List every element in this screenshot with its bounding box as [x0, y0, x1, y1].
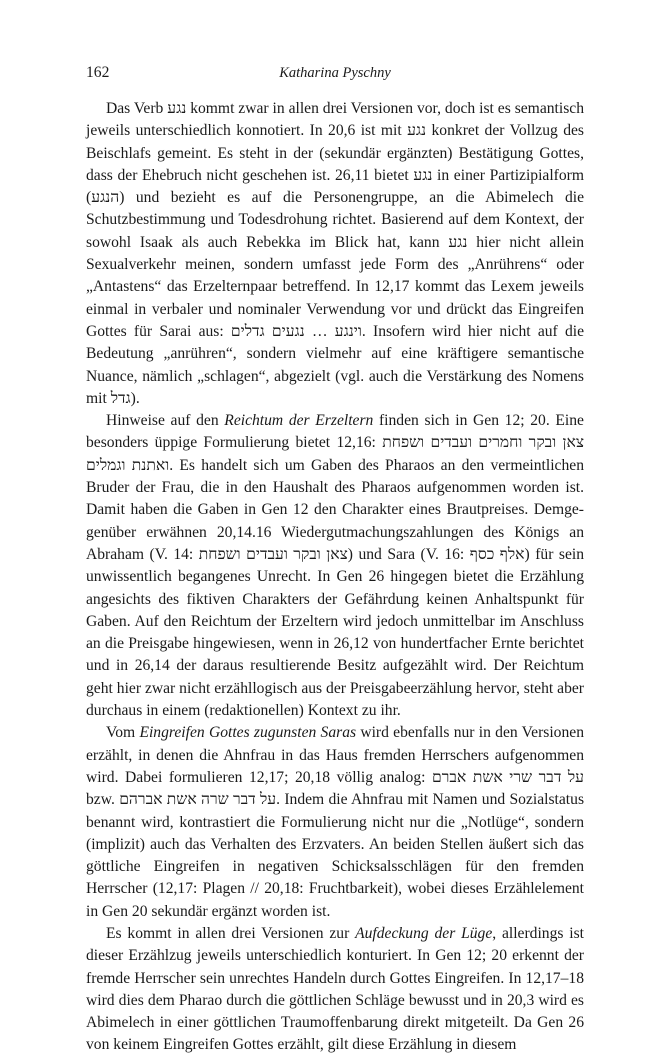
page-header: [86, 62, 584, 84]
text-run: Hinweise auf den: [106, 412, 225, 430]
italic-phrase: Eingreifen Gottes zugunsten Saras: [139, 724, 357, 742]
running-head: Katharina Pyschny: [279, 65, 391, 81]
paragraph: [86, 410, 584, 722]
text-run: wird ebenfalls nur in den Versionen erzählt, in denen die Ahnfrau in das Haus fremden Herrschers aufgenommen wird. Dabei formulieren 12,17; 20,18 völlig analog: על דבר שרי אשת אברם bzw. על דבר שרה אשת אברהם. Indem die Ahnfrau mit Namen und Sozialstatus benannt wird, kontrastiert die Formulierung nicht nur die „Notlüge“, sondern (implizit) auch das Verhalten des Erzvaters. An beiden Stellen äußert sich das göttliche Eingreifen in negativen Schicksalsschlägen für den fremden Herrscher (12,17: Plagen // 20,18: Fruchtbarkeit), wobei dieses Erzählelement in Gen 20 sekundär ergänzt worden ist.: [86, 724, 585, 920]
page-number: 162: [86, 64, 110, 81]
text-run: Vom: [106, 724, 140, 742]
italic-phrase: Reichtum der Erzeltern: [224, 412, 374, 430]
paragraph: [86, 923, 584, 1057]
text-run: finden sich in Gen 12; 20. Eine besonders üppige Formulierung bietet 12,16: צאן ובקר וחמרים ועבדים ושפחת ואתנת וגמלים. Es handelt sich um Gaben des Pharaos an den vermeintlichen Bruder der Frau, die in den Haushalt des Pharaos aufgenommen worden ist. Damit haben die Gaben in Gen 12 den Charakter eines Brautpreises. Demgegenüber erwähnen 20,14.16 Wiedergutmachungszahlungen des Königs an Abraham (V. 14: צאן ובקר ועבדים ושפחת) und Sara (V. 16: אלף כסף) für sein unwissentlich begangenes Unrecht. In Gen 26 hingegen bietet die Erzählung angesichts des fiktiven Charakters der Gefährdung keinen Anhaltspunkt für Gaben. Auf den Reichtum der Erzeltern wird jedoch unmittelbar im Anschluss an die Preisgabe hingewiesen, wenn in 26,12 von hundertfacher Ernte berichtet und in 26,14 der daraus resultierende Besitz aufgezählt wird. Der Reichtum geht hier zwar nicht erzähllogisch aus der Preisgabeerzählung hervor, steht aber durchaus in einem (redaktionellen) Kontext zu ihr.: [86, 412, 585, 720]
book-page: [86, 62, 584, 1057]
text-run: Es kommt in allen drei Versionen zur: [106, 924, 356, 942]
paragraph: [86, 722, 584, 923]
text-run: Das Verb נגע kommt zwar in allen drei Versionen vor, doch ist es semantisch jeweils unterschiedlich konnotiert. In 20,6 ist mit נגע konkret der Vollzug des Beischlafs gemeint. Es steht in der (sekundär ergänzten) Bestätigung Gottes, dass der Ehebruch nicht geschehen ist. 26,11 bietet נגע in einer Partizipialform (הנגע) und bezieht es auf die Personengruppe, an die Abimelech die Schutzbestimmung und Todesdrohung richtet. Basierend auf dem Kontext, der sowohl Isaak als auch Rebekka im Blick hat, kann נגע hier nicht allein Sexualverkehr meinen, sondern umfasst jede Form des „Anrührens“ oder „Antastens“ das Erzelternpaar betreffend. In 12,17 kommt das Lexem jeweils einmal in verbaler und nominaler Verwendung vor und drückt das Eingreifen Gottes für Sarai aus: וינגע … נגעים גדלים. Insofern wird hier nicht auf die Bedeutung „anrühren“, sondern vielmehr auf eine kräftigere semantische Nuance, nämlich „schlagen“, abgezielt (vgl. auch die Verstärkung des Nomens mit גדל).: [86, 100, 584, 407]
italic-phrase: Aufdeckung der Lüge: [355, 924, 493, 942]
paragraph: [86, 98, 584, 410]
text-run: , allerdings ist dieser Erzählzug jeweils unterschiedlich konturiert. In Gen 12; 20 erkennt der fremde Herrscher sein unrechtes Handeln durch Gottes Eingreifen. In 12,17–18 wird dies dem Pharao durch die göttlichen Schläge bewusst und in 20,3 wird es Abimelech in einer göttlichen Traumoffenbarung direkt mitgeteilt. Da Gen 26 von keinem Eingreifen Gottes erzählt, gilt diese Erzählung in diesem: [86, 924, 584, 1054]
body-text: [86, 98, 584, 1057]
